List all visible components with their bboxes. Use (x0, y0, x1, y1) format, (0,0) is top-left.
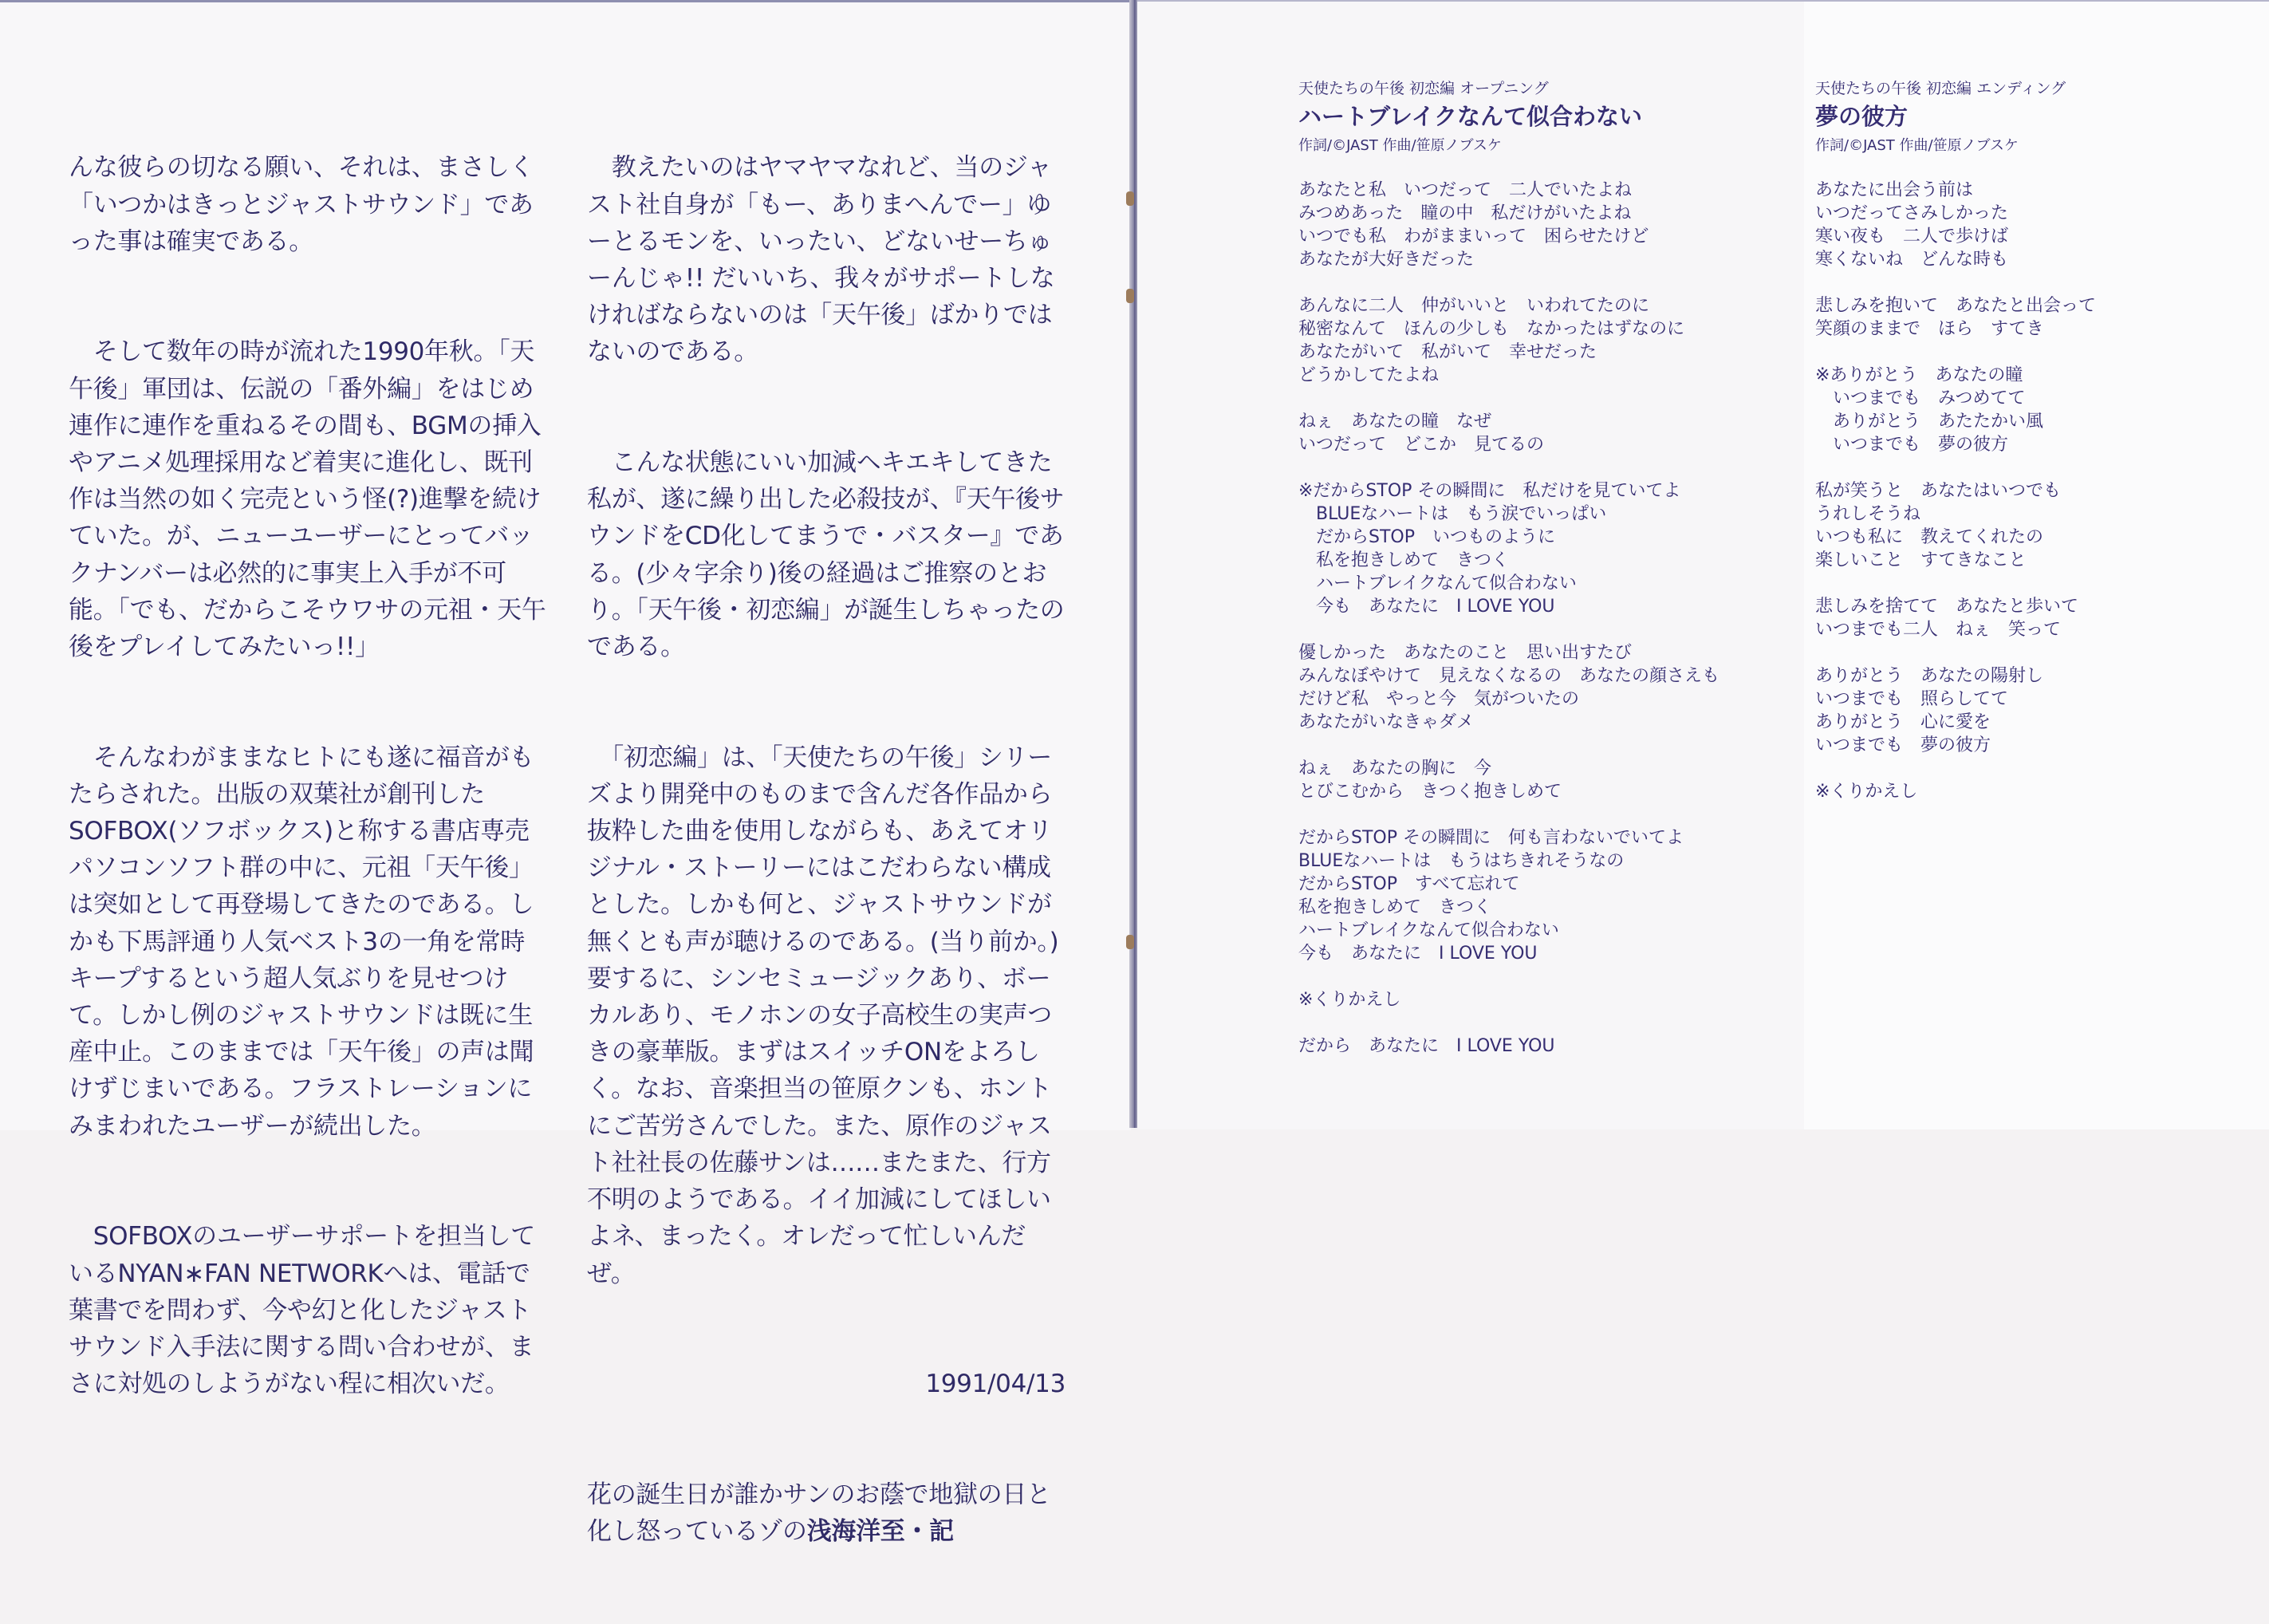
staple (1126, 289, 1134, 303)
left-page (0, 0, 1131, 1546)
essay-paragraph: こんな状態にいい加減ヘキエキしてきた私が、遂に繰り出した必殺技が、『天午後サウンドをCD化してまうで・バスター』である。(少々字余り)後の経過はご推察のとおり。「天午後・初恋編」が誕生しちゃったのである。 (587, 448, 1065, 662)
staple (1126, 935, 1134, 949)
author-name: 浅海洋至・記 (806, 1516, 954, 1546)
lyric-stanza: あんなに二人 仲がいいと いわれてたのに 秘密なんて ほんの少しも なかったはずなのに あなたがいて 私がいて 幸せだった どうかしてたよね (1298, 296, 1685, 385)
essay-paragraph: SOFBOXのユーザーサポートを担当しているNYAN∗FAN NETWORKへは、電話で葉書でを問わず、今や幻と化したジャストサウンド入手法に関する問い合わせが、まさに対処のしようがない程に相次いだ。 (69, 1222, 535, 1399)
song-title: ハートブレイクなんて似合わない (1298, 103, 1642, 130)
essay-column-1 (69, 76, 547, 1476)
lyric-stanza: あなたに出会う前は いつだってさみしかった 寒い夜も 二人で歩けば 寒くないね どんな時も (1815, 180, 2009, 270)
song-subtitle: 天使たちの午後 初恋編 エンディング (1815, 80, 2066, 97)
essay-paragraph: 「初恋編」は、「天使たちの午後」シリーズより開発中のものまで含んだ各作品から抜粋した曲を使用しながらも、あえてオリジナル・ストーリーにはこだわらない構成とした。しかも何と、ジャストサウンドが無くとも声が聴けるのである。(当り前か。)要するに、シンセミュージックあり、ボーカルあり、モノホンの女子高校生の実声つきの豪華版。まずはスイッチONをよろしく。なお、音楽担当の笹原クンも、ホントにご苦労さんでした。また、原作のジャスト社社長の佐藤サンは……またまた、行方不明のようである。イイ加減にしてほしいよネ、まったく。オレだって忙しいんだぜ。 (587, 743, 1059, 1288)
staple (1126, 191, 1134, 206)
lyric-stanza: ねぇ あなたの胸に 今 とびこむから きつく抱きしめて (1298, 759, 1562, 802)
lyric-stanza: ※くりかえし (1815, 782, 1918, 802)
lyric-stanza: ありがとう あなたの陽射し いつまでも 照らしてて ありがとう 心に愛を いつまでも 夢の彼方 (1815, 666, 2044, 755)
lyric-stanza: だからSTOP その瞬間に 何も言わないでいてよ BLUEなハートは もうはちきれそうなの だからSTOP すべて忘れて 私を抱きしめて きつく ハートブレイクなんて似合わない 今も あなたに I LOVE YOU (1298, 828, 1684, 964)
lyrics (1298, 179, 1857, 1058)
lyric-stanza: ※くりかえし (1298, 990, 1401, 1010)
lyric-stanza: だから あなたに I LOVE YOU (1298, 1036, 1555, 1056)
song-title: 夢の彼方 (1815, 103, 1909, 130)
essay-date: 1991/04/13 (925, 1370, 1066, 1399)
essay-signature (587, 1476, 1066, 1550)
lyric-stanza: 悲しみを抱いて あなたと出会って 笑顔のままで ほら すてき (1815, 296, 2097, 339)
song-ending (1815, 78, 2230, 826)
song-opening (1298, 78, 1857, 1081)
lyric-stanza: 優しかった あなたのこと 思い出すたび みんなぼやけて 見えなくなるの あなたの顔さえも だけど私 やっと今 気がついたの あなたがいなきゃダメ (1298, 643, 1720, 732)
song-credit: 作詞/©JAST 作曲/笹原ノブスケ (1298, 137, 1502, 154)
lyric-stanza: 私が笑うと あなたはいつでも うれしそうね いつも私に 教えてくれたの 楽しいこと すてきなこと (1815, 481, 2062, 570)
lyrics (1815, 179, 2230, 803)
signature-text: 花の誕生日が誰かサンのお蔭で地獄の日と化し怒っているゾの (587, 1480, 1051, 1546)
essay-column-2 (587, 76, 1066, 1624)
lyric-stanza: 悲しみを捨てて あなたと歩いて いつまでも二人 ねぇ 笑って (1815, 597, 2079, 640)
lyric-stanza: ※ありがとう あなたの瞳 いつまでも みつめてて ありがとう あたたかい風 いつまでも 夢の彼方 (1815, 365, 2044, 455)
essay-paragraph: そんなわがままなヒトにも遂に福音がもたらされた。出版の双葉社が創刊したSOFBOX(ソフボックス)と称する書店専売パソコンソフト群の中に、元祖「天午後」は突如として再登場してきたのである。しかも下馬評通り人気ベスト3の一角を常時キープするという超人気ぶりを見せつけて。しかし例のジャストサウンドは既に生産中止。このままでは「天午後」の声は聞けずじまいである。フラストレーションにみまわれたユーザーが続出した。 (69, 743, 534, 1141)
song-credit: 作詞/©JAST 作曲/笹原ノブスケ (1815, 137, 2019, 154)
essay-paragraph: 教えたいのはヤマヤマなれど、当のジャスト社自身が「もー、ありまへんでー」ゆーとるモンを、いったい、どないせーちゅーんじゃ!! だいいち、我々がサポートしなければならないのは「天午後」ばかりではないのである。 (587, 153, 1055, 367)
lyric-stanza: ねぇ あなたの瞳 なぜ いつだって どこか 見てるの (1298, 412, 1545, 455)
essay-paragraph: んな彼らの切なる願い、それは、まさしく「いつかはきっとジャストサウンド」であった事は確実である。 (69, 153, 534, 256)
lyric-stanza: あなたと私 いつだって 二人でいたよね みつめあった 瞳の中 私だけがいたよね いつでも私 わがままいって 困らせたけど あなたが大好きだった (1298, 180, 1649, 270)
lyric-stanza: ※だからSTOP その瞬間に 私だけを見ていてよ BLUEなハートは もう涙でいっぱい だからSTOP いつものように 私を抱きしめて きつく ハートブレイクなんて似合わない 今も あなたに I LOVE YOU (1298, 481, 1681, 617)
song-subtitle: 天使たちの午後 初恋編 オープニング (1298, 80, 1549, 97)
essay-paragraph: そして数年の時が流れた1990年秋。「天午後」軍団は、伝説の「番外編」をはじめ連作に連作を重ねるその間も、BGMの挿入やアニメ処理採用など着実に進化し、既刊作は当然の如く完売という怪(?)進撃を続けていた。が、ニューユーザーにとってバックナンバーは必然的に事実上入手が不可能。「でも、だからこそウワサの元祖・天午後をプレイしてみたいっ!!」 (69, 337, 546, 662)
